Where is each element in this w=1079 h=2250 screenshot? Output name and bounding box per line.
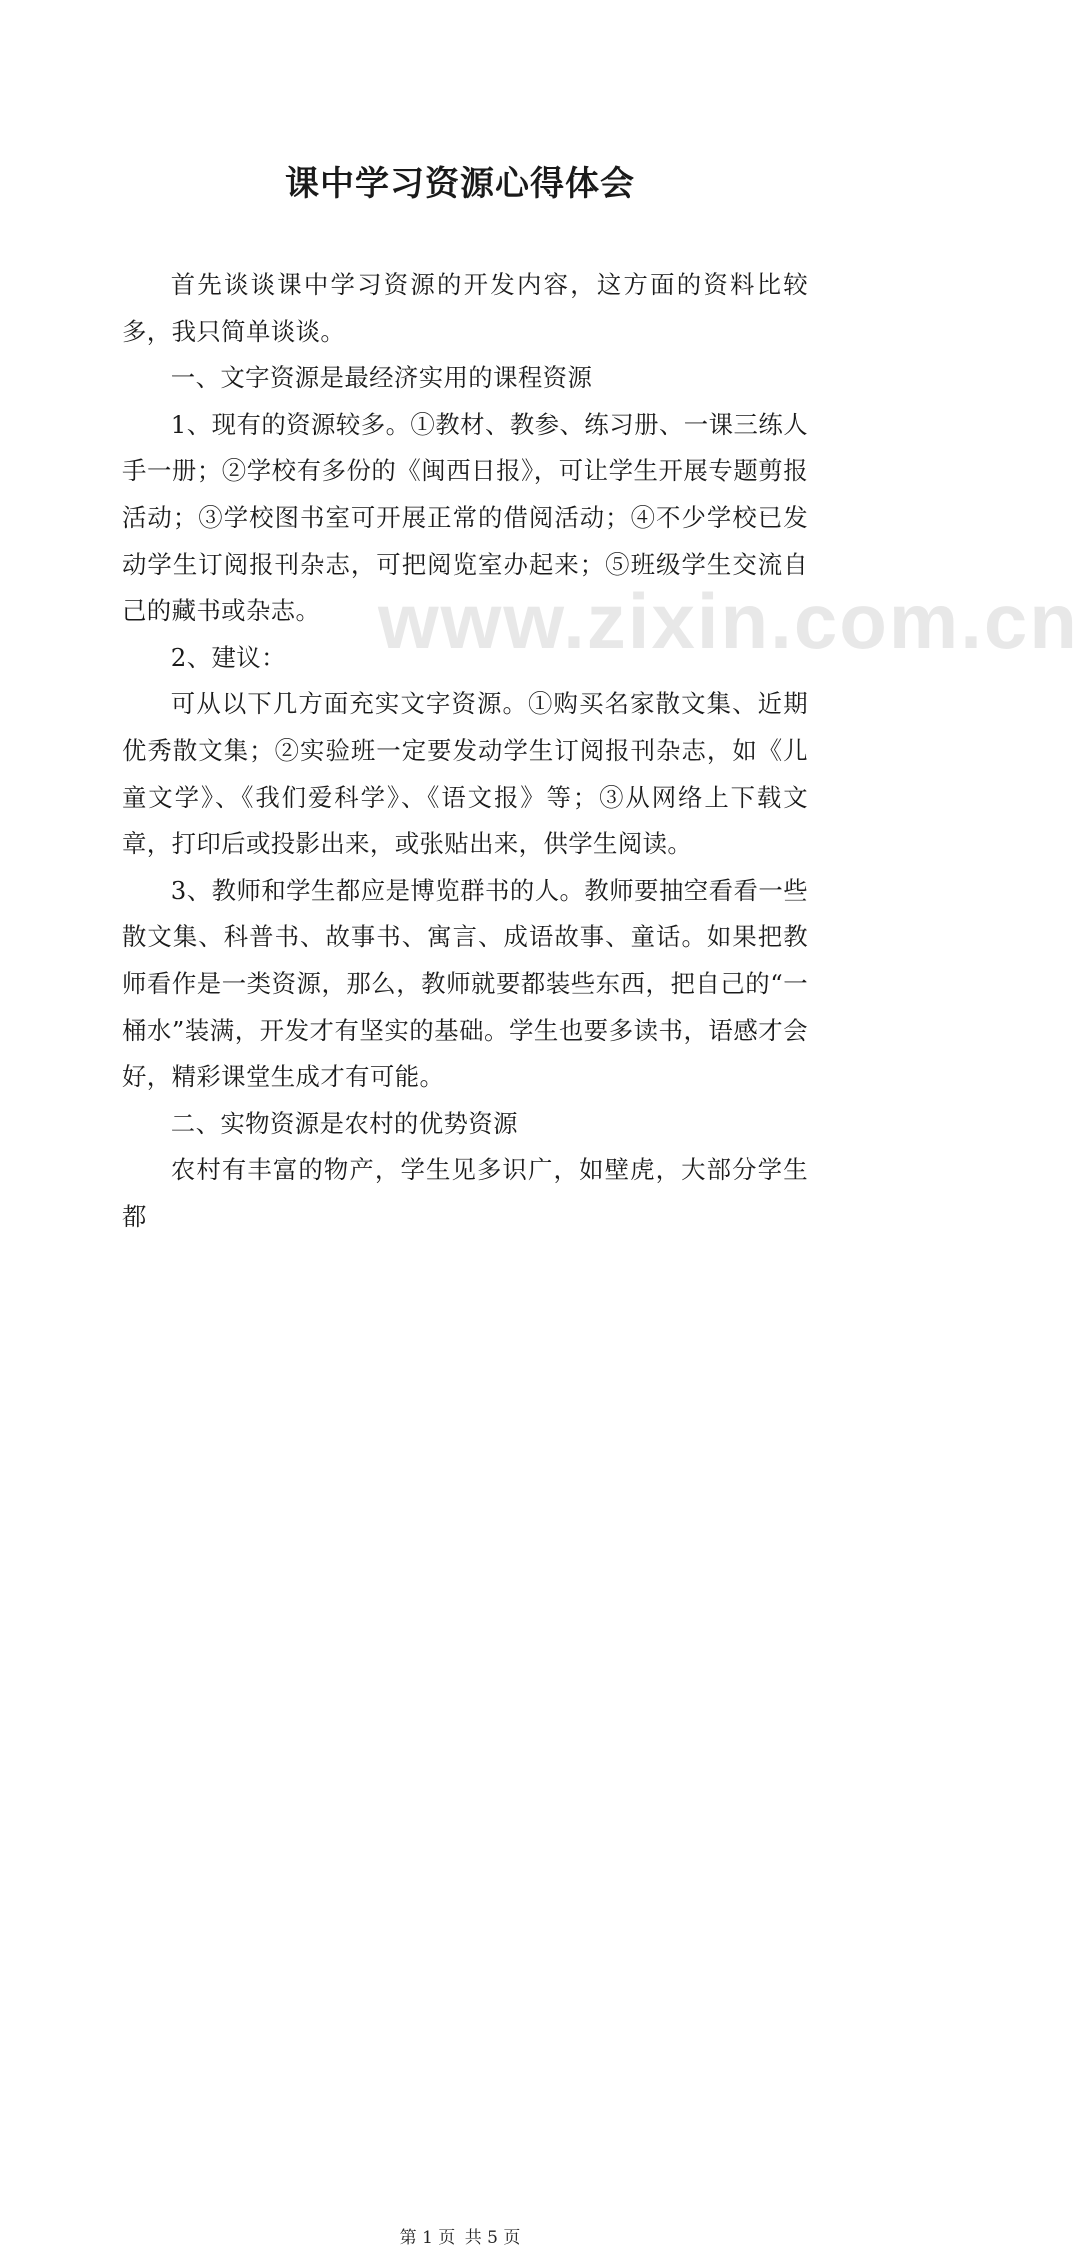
page-total: 共 5 页: [464, 2228, 521, 2249]
section-heading-text-resources: 一、文字资源是最经济实用的课程资源: [170, 363, 593, 393]
paragraph-suggestions-label: 2、建议：: [170, 642, 286, 672]
watermark: www.zixin.com.cn: [378, 577, 1079, 665]
paragraph-rural-resources: 农村有丰富的物产，学生见多识广，如壁虎，大部分学生都: [122, 1155, 808, 1231]
paragraph-existing-resources: 1、现有的资源较多。①教材、教参、练习册、一课三练人手一册；②学校有多份的《闽西日报》，可让学生开展专题剪报活动；③学校图书室可开展正常的借阅活动；④不少学校已发动学生订阅报刊杂志，可把阅览室办起来；⑤班级学生交流自己的藏书或杂志。: [122, 409, 808, 626]
page-number: 第 1 页: [399, 2228, 456, 2249]
page-title: 课中学习资源心得体会: [285, 164, 635, 204]
document-body: [122, 262, 808, 1240]
paragraph-teachers-students: 3、教师和学生都应是博览群书的人。教师要抽空看看一些散文集、科普书、故事书、寓言、成语故事、童话。如果把教师看作是一类资源，那么，教师就要都装些东西，把自己的“一桶水”装满，开发才有坚实的基础。学生也要多读书，语感才会好，精彩课堂生成才有可能。: [122, 875, 808, 1092]
section-heading-physical-resources: 二、实物资源是农村的优势资源: [170, 1108, 518, 1138]
page-footer: [0, 2226, 920, 2250]
paragraph-suggestions: 可从以下几方面充实文字资源。①购买名家散文集、近期优秀散文集；②实验班一定要发动学生订阅报刊杂志，如《儿童文学》、《我们爱科学》、《语文报》等；③从网络上下载文章，打印后或投影出来，或张贴出来，供学生阅读。: [122, 689, 808, 859]
paragraph-intro: 首先谈谈课中学习资源的开发内容，这方面的资料比较多，我只简单谈谈。: [122, 270, 808, 346]
